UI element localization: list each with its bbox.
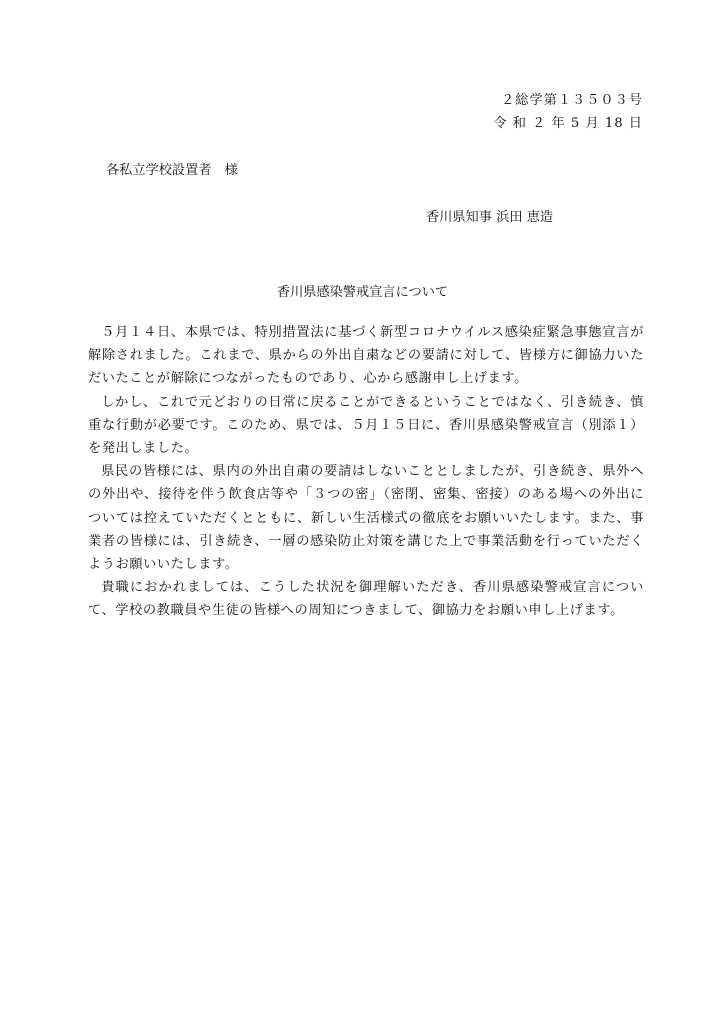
addressee: 各私立学校設置者 様 [106, 163, 238, 178]
body-paragraph: 県民の皆様には、県内の外出自粛の要請はしないこととしましたが、引き続き、県外への外出や、接待を伴う飲食店等や「３つの密」（密閉、密集、密接）のある場への外出については控えていただくとともに、新しい生活様式の徹底をお願いいたします。また、事業者の皆様には、引き続き、一層の感染防止対策を講じた上で事業活動を行っていただくようお願いいたします。 [88, 464, 644, 573]
document-date: 令 和 ２ 年 5 月 18 日 [493, 116, 643, 131]
body-paragraph: ５月１４日、本県では、特別措置法に基づく新型コロナウイルス感染症緊急事態宣言が解除されました。これまで、県からの外出自粛などの要請に対して、皆様方に御協力いただいたことが解除につながったものであり、心から感謝申し上げます。 [88, 325, 644, 387]
document-number: ２総学第１３５０３号 [501, 93, 643, 108]
document-body [88, 321, 644, 623]
document-subject: 香川県感染警戒宣言について [276, 285, 449, 300]
body-paragraph: 貴職におかれましては、こうした状況を御理解いただき、香川県感染警戒宣言について、学校の教職員や生徒の皆様への周知につきまして、御協力をお願い申し上げます。 [88, 580, 644, 619]
body-paragraph: しかし、これで元どおりの日常に戻ることができるということではなく、引き続き、慎重な行動が必要です。このため、県では、５月１５日に、香川県感染警戒宣言（別添１）を発出しました。 [88, 394, 644, 457]
sender: 香川県知事 浜田 恵造 [426, 210, 554, 225]
